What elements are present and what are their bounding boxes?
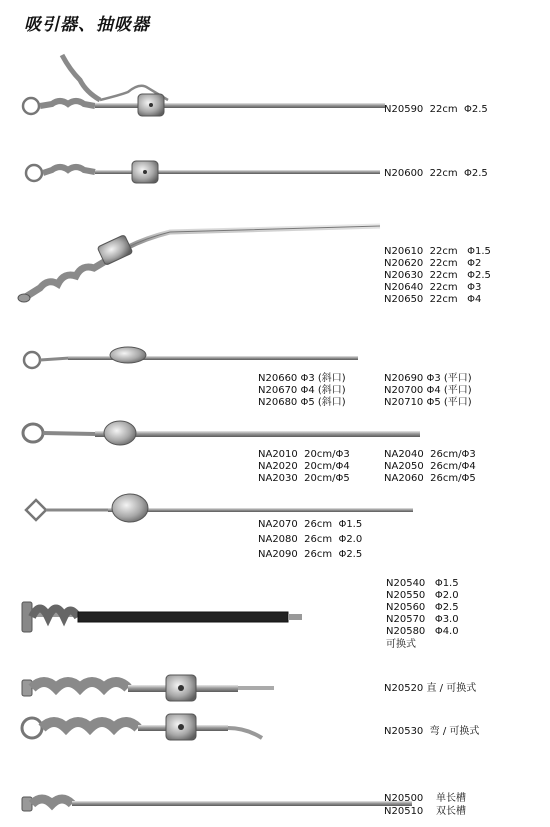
label-line: NA2020 20cm/Φ4 [258,461,350,472]
instrument-suction-n20500 [22,797,412,811]
instrument-suction-na2070 [26,494,413,522]
label-line: N20650 22cm Φ4 [384,294,482,305]
label-line: 可换式 [386,639,416,650]
label-line: N20640 22cm Φ3 [384,282,482,293]
label-line: NA2060 26cm/Φ5 [384,473,476,484]
instrument-suction-n20600 [26,161,380,183]
label-line: N20620 22cm Φ2 [384,258,482,269]
instrument-suction-n20610 [18,226,380,302]
label-line: N20560 Φ2.5 [386,602,459,613]
instrument-suction-n20590 [23,55,385,116]
label-line: N20710 Φ5 (平口) [384,397,472,408]
label-line: N20700 Φ4 (平口) [384,385,472,396]
label-line: N20570 Φ3.0 [386,614,459,625]
label-n20590: N20590 22cm Φ2.5 [384,104,488,115]
label-line: NA2080 26cm Φ2.0 [258,534,363,545]
label-line: N20510 双长槽 [384,806,467,817]
label-line: NA2090 26cm Φ2.5 [258,549,363,560]
label-n20520: N20520 直 / 可换式 [384,683,477,694]
label-line: N20500 单长槽 [384,793,467,804]
label-n20600: N20600 22cm Φ2.5 [384,168,488,179]
label-line: N20670 Φ4 (斜口) [258,385,346,396]
label-line: NA2050 26cm/Φ4 [384,461,476,472]
label-line: NA2040 26cm/Φ3 [384,449,476,460]
label-line: NA2010 20cm/Φ3 [258,449,350,460]
label-line: N20610 22cm Φ1.5 [384,246,491,257]
instrument-suction-na2010 [23,421,420,445]
instrument-suction-n20660 [24,347,358,368]
label-line: N20580 Φ4.0 [386,626,459,637]
instrument-suction-n20530 [22,714,262,740]
label-line: NA2030 20cm/Φ5 [258,473,350,484]
label-line: N20680 Φ5 (斜口) [258,397,346,408]
label-line: N20630 22cm Φ2.5 [384,270,491,281]
instrument-suction-n20540 [22,602,302,632]
label-line: N20660 Φ3 (斜口) [258,373,346,384]
page-title: 吸引器、抽吸器 [24,15,150,35]
label-line: N20540 Φ1.5 [386,578,459,589]
label-n20530: N20530 弯 / 可换式 [384,726,480,737]
label-line: N20690 Φ3 (平口) [384,373,472,384]
label-line: N20550 Φ2.0 [386,590,459,601]
instrument-suction-n20520 [22,675,274,701]
label-line: NA2070 26cm Φ1.5 [258,519,363,530]
